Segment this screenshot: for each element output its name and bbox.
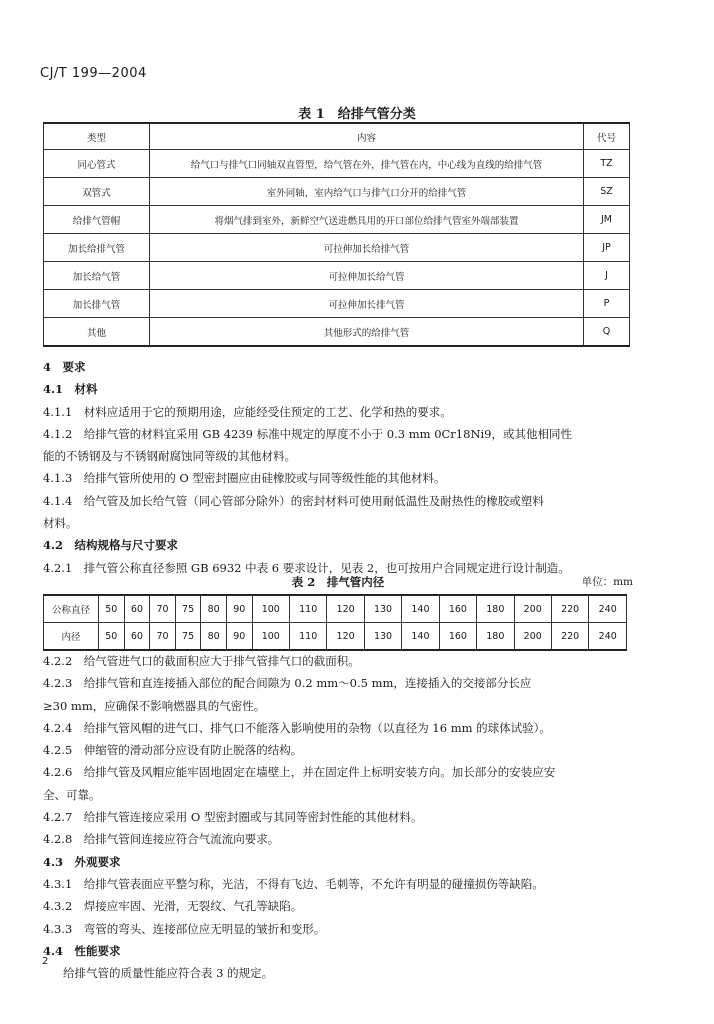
paragraph-line: 4.3.2 焊接应牢固、光滑，无裂纹、气孔等缺陷。	[43, 899, 303, 914]
table1-row	[44, 290, 630, 318]
table1-cell: JP	[584, 234, 630, 262]
paragraph-line: 4.1.3 给排气管所使用的 O 型密封圈应由硅橡胶或与同等级性能的其他材料。	[43, 471, 446, 486]
table1-row	[44, 178, 630, 206]
table2-cell: 240	[589, 623, 627, 651]
table2-cell: 220	[551, 595, 588, 623]
requirements-section-1	[43, 356, 633, 579]
table1-cell: Q	[584, 318, 630, 347]
table2-cell: 200	[514, 595, 551, 623]
table1-cell: 其他	[44, 318, 150, 347]
paragraph-line: 材料。	[43, 516, 78, 531]
table2-cell: 60	[124, 595, 150, 623]
paragraph-line: 4.1.1 材料应适用于它的预期用途，应能经受住预定的工艺、化学和热的要求。	[43, 404, 452, 419]
paragraph-line: 4.4 性能要求	[43, 943, 121, 958]
table1-caption: 表 1 给排气管分类	[298, 107, 416, 122]
table2-cell: 100	[252, 595, 289, 623]
paragraph-line: 4.2.5 伸缩管的滑动部分应设有防止脱落的结构。	[43, 743, 303, 758]
table1-header-cell: 代号	[584, 123, 630, 150]
table1-row	[44, 206, 630, 234]
table2-row	[44, 623, 627, 651]
table2-cell: 160	[439, 623, 476, 651]
table2-cell: 75	[175, 623, 201, 651]
table2-cell: 90	[226, 595, 252, 623]
table2-row-label: 公称直径	[44, 595, 99, 623]
paragraph-line: 4.2.7 给排气管连接应采用 O 型密封圈或与其同等密封性能的其他材料。	[43, 810, 423, 825]
table2-cell: 180	[477, 623, 514, 651]
table1-cell: 加长排气管	[44, 290, 150, 318]
paragraph-line: 4.2.8 给排气管间连接应符合气流流向要求。	[43, 832, 280, 847]
table1-cell: 加长给气管	[44, 262, 150, 290]
table2-cell: 130	[364, 623, 401, 651]
table1-header-cell: 类型	[44, 123, 150, 150]
table2-cell: 140	[402, 595, 439, 623]
table1-cell: JM	[584, 206, 630, 234]
table2-cell: 140	[402, 623, 439, 651]
paragraph-line: 4.1.2 给排气管的材料宜采用 GB 4239 标准中规定的厚度不小于 0.3 mm 0Cr18Ni9，或其他相同性	[43, 426, 572, 441]
paragraph-line: 给排气管的质量性能应符合表 3 的规定。	[63, 966, 274, 981]
paragraph-line: 4.2.3 给排气管和直连接插入部位的配合间隙为 0.2 mm～0.5 mm，连接插入的交接部分长应	[43, 676, 532, 691]
table1-cell: 双管式	[44, 178, 150, 206]
inner-diameter-table	[43, 594, 627, 651]
table2-cell: 80	[201, 623, 227, 651]
table1-header-cell: 内容	[150, 123, 584, 150]
table1-cell: J	[584, 262, 630, 290]
table1-cell: TZ	[584, 150, 630, 178]
table1-cell: 室外同轴，室内给气口与排气口分开的给排气管	[150, 178, 584, 206]
table2-cell: 120	[327, 595, 364, 623]
table2-unit: 单位：mm	[581, 576, 633, 588]
paragraph-line: 全、可靠。	[43, 787, 101, 802]
paragraph-line: 4.2 结构规格与尺寸要求	[43, 538, 179, 553]
table2-cell: 110	[289, 595, 326, 623]
table2-cell: 220	[551, 623, 588, 651]
table1-row	[44, 234, 630, 262]
table2-cell: 120	[327, 623, 364, 651]
table2-cell: 80	[201, 595, 227, 623]
table1-row	[44, 262, 630, 290]
paragraph-line: 4.3.3 弯管的弯头、连接部位应无明显的皱折和变形。	[43, 921, 326, 936]
requirements-section-2	[43, 650, 633, 984]
paragraph-line: 4 要求	[43, 360, 86, 374]
table1-cell: 其他形式的给排气管	[150, 318, 584, 347]
table2-cell: 100	[252, 623, 289, 651]
table2-caption: 表 2 排气管内径	[291, 575, 385, 589]
table1-cell: SZ	[584, 178, 630, 206]
paragraph-line: 4.2.2 给气管进气口的截面积应大于排气管排气口的截面积。	[43, 654, 360, 668]
table2-row	[44, 595, 627, 623]
table2-cell: 200	[514, 623, 551, 651]
table1-cell: 给气口与排气口同轴双直管型，给气管在外，排气管在内，中心线为直线的给排气管	[150, 150, 584, 178]
table1-row	[44, 318, 630, 347]
table1-cell: 加长给排气管	[44, 234, 150, 262]
table1-header-row	[44, 123, 630, 150]
table2-cell: 180	[477, 595, 514, 623]
paragraph-line: 4.1.4 给气管及加长给气管（同心管部分除外）的密封材料可使用耐低温性及耐热性的橡胶或塑料	[43, 493, 544, 508]
table2-cell: 60	[124, 623, 150, 651]
paragraph-line: 4.2.4 给排气管风帽的进气口、排气口不能落入影响使用的杂物（以直径为 16 mm 的球体试验）。	[43, 720, 551, 735]
table1-cell: 将烟气排到室外，新鲜空气送进燃具用的开口部位给排气管室外端部装置	[150, 206, 584, 234]
table1-row	[44, 150, 630, 178]
table1-cell: 给排气管帽	[44, 206, 150, 234]
table1-cell: 可拉伸加长给排气管	[150, 234, 584, 262]
table2-cell: 160	[439, 595, 476, 623]
table1-cell: 可拉伸加长排气管	[150, 290, 584, 318]
paragraph-line: ≥30 mm，应确保不影响燃器具的气密性。	[43, 698, 266, 713]
page-number: 2	[42, 956, 49, 967]
table1-cell: 可拉伸加长给气管	[150, 262, 584, 290]
table2-cell: 240	[589, 595, 627, 623]
paragraph-line: 4.2.6 给排气管及风帽应能牢固地固定在墙壁上，并在固定件上标明安装方向。加长部分的安装应安	[43, 765, 556, 780]
table2-cell: 110	[289, 623, 326, 651]
paragraph-line: 能的不锈钢及与不锈钢耐腐蚀同等级的其他材料。	[43, 449, 296, 464]
table2-cell: 70	[150, 623, 176, 651]
paragraph-line: 4.2.1 排气管公称直径参照 GB 6932 中表 6 要求设计，见表 2，也可按用户合同规定进行设计制造。	[43, 560, 570, 575]
table2-cell: 130	[364, 595, 401, 623]
standard-code: CJ/T 199—2004	[40, 66, 147, 81]
table2-cell: 75	[175, 595, 201, 623]
paragraph-line: 4.3 外观要求	[43, 854, 121, 869]
paragraph-line: 4.3.1 给排气管表面应平整匀称，光洁，不得有飞边、毛刺等，不允许有明显的碰撞损伤等缺陷。	[43, 876, 544, 891]
classification-table	[43, 122, 630, 347]
table1-cell: P	[584, 290, 630, 318]
table2-cell: 50	[99, 623, 125, 651]
table2-row-label: 内径	[44, 623, 99, 651]
table2-caption-row	[43, 574, 633, 592]
table2-cell: 50	[99, 595, 125, 623]
paragraph-line: 4.1 材料	[43, 382, 98, 397]
table2-cell: 70	[150, 595, 176, 623]
table1-cell: 同心管式	[44, 150, 150, 178]
table2-cell: 90	[226, 623, 252, 651]
